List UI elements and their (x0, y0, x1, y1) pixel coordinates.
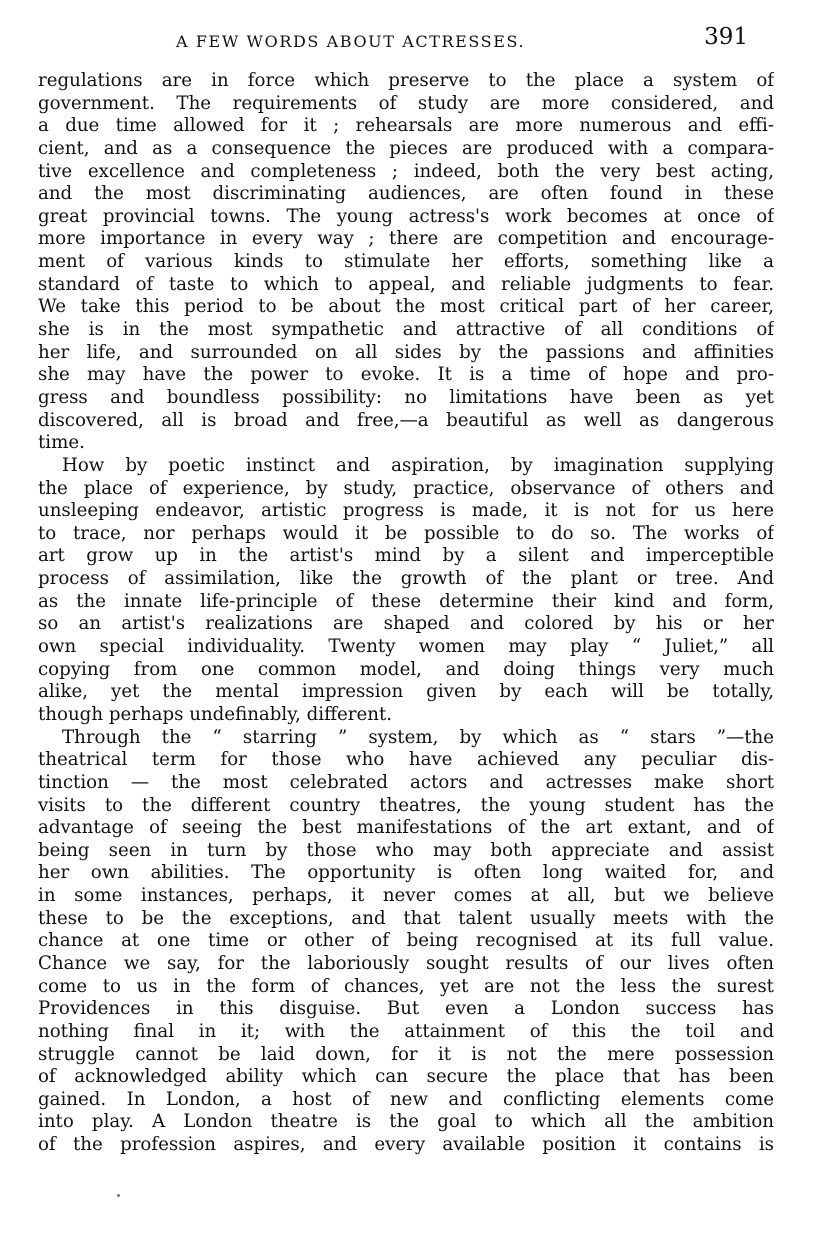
text-line: these to be the exceptions, and that talent usually meets with the (38, 907, 774, 929)
text-line: her life, and surrounded on all sides by the passions and affinities (38, 341, 774, 363)
text-line: tive excellence and completeness ; indeed, both the very best acting, (38, 160, 774, 182)
text-line: own special individuality. Twenty women may play “ Juliet,” all (38, 636, 774, 658)
text-line: to trace, nor perhaps would it be possible to do so. The works of (38, 522, 774, 544)
text-line: Chance we say, for the laboriously sought results of our lives often (38, 952, 774, 974)
text-line: come to us in the form of chances, yet are not the less the surest (38, 975, 774, 997)
text-line: so an artist's realizations are shaped and colored by his or her (38, 613, 774, 635)
text-line: great provincial towns. The young actress's work becomes at once of (38, 205, 774, 227)
paragraph-end-line: time. (38, 432, 85, 454)
running-header (36, 22, 756, 56)
text-line: regulations are in force which preserve to the place a system of (38, 70, 774, 91)
text-line: Providences in this disguise. But even a London success has (38, 998, 774, 1020)
text-line: We take this period to be about the most critical part of her career, (38, 296, 774, 318)
text-line: she is in the most sympathetic and attractive of all conditions of (38, 319, 774, 341)
text-line: cient, and as a consequence the pieces are produced with a compara- (38, 137, 774, 159)
text-line: being seen in turn by those who may both appreciate and assist (38, 839, 774, 861)
text-line: tinction — the most celebrated actors and actresses make short (38, 771, 774, 793)
paragraph-end-line: though perhaps undefinably, different. (38, 703, 393, 725)
text-line: gained. In London, a host of new and conflicting elements come (38, 1088, 774, 1110)
text-line: and the most discriminating audiences, are often found in these (38, 183, 774, 205)
text-line: a due time allowed for it ; rehearsals are more numerous and effi- (38, 115, 774, 137)
text-line: gress and boundless possibility: no limitations have been as yet (38, 386, 774, 408)
page-number: 391 (704, 24, 748, 50)
text-line: advantage of seeing the best manifestations of the art extant, and of (38, 817, 774, 839)
paragraph-start-line: Through the “ starring ” system, by which as “ stars ”—the (62, 726, 774, 748)
paragraph-start-line: How by poetic instinct and aspiration, by imagination supplying (62, 454, 774, 476)
text-line: copying from one common model, and doing things very much (38, 658, 774, 680)
text-line: alike, yet the mental impression given by each will be totally, (38, 681, 774, 703)
text-line: theatrical term for those who have achieved any peculiar dis- (38, 749, 774, 771)
text-line: she may have the power to evoke. It is a time of hope and pro- (38, 364, 774, 386)
text-line: unsleeping endeavor, artistic progress is made, it is not for us here (38, 500, 774, 522)
text-line: in some instances, perhaps, it never comes at all, but we believe (38, 885, 774, 907)
text-line: government. The requirements of study are more considered, and (38, 92, 774, 114)
text-line: more importance in every way ; there are competition and encourage- (38, 228, 774, 250)
text-line: of acknowledged ability which can secure the place that has been (38, 1066, 774, 1088)
text-line: art grow up in the artist's mind by a silent and imperceptible (38, 545, 774, 567)
text-line: her own abilities. The opportunity is often long waited for, and (38, 862, 774, 884)
body-text (38, 70, 774, 1157)
text-line: visits to the different country theatres, the young student has the (38, 794, 774, 816)
text-line: standard of taste to which to appeal, and reliable judgments to fear. (38, 273, 774, 295)
text-line: chance at one time or other of being recognised at its full value. (38, 930, 774, 952)
text-line: ment of various kinds to stimulate her efforts, something like a (38, 251, 774, 273)
text-line: as the innate life-principle of these determine their kind and form, (38, 590, 774, 612)
text-line: into play. A London theatre is the goal to which all the ambition (38, 1111, 774, 1133)
running-title: A FEW WORDS ABOUT ACTRESSES. (176, 32, 526, 51)
text-line: nothing final in it; with the attainment of this the toil and (38, 1020, 774, 1042)
text-line: of the profession aspires, and every available position it contains is (38, 1134, 774, 1156)
print-speck (117, 1194, 120, 1197)
text-line: struggle cannot be laid down, for it is not the mere possession (38, 1043, 774, 1065)
text-line: discovered, all is broad and free,—a beautiful as well as dangerous (38, 409, 774, 431)
text-line: process of assimilation, like the growth of the plant or tree. And (38, 568, 774, 590)
text-line: the place of experience, by study, practice, observance of others and (38, 477, 774, 499)
